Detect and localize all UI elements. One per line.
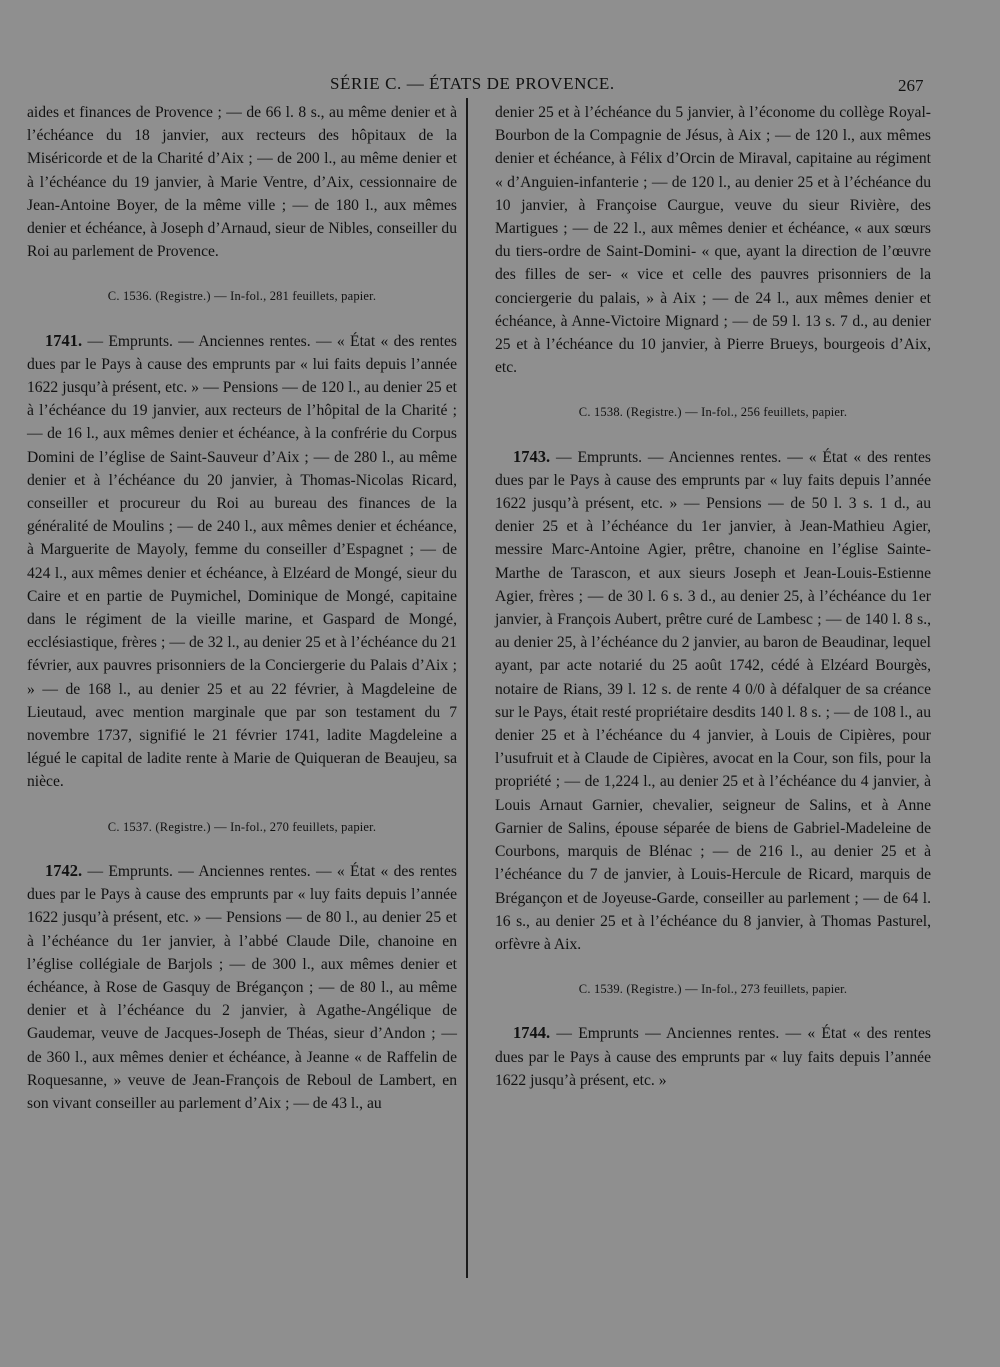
entry-year: 1742.: [45, 860, 83, 880]
entry-1742: [27, 859, 457, 1115]
entry-1741: [27, 329, 457, 794]
entry-year: 1743.: [513, 446, 551, 466]
continued-paragraph: aides et finances de Provence ; — de 66 l. 8 s., au même denier et à l’échéance du 18 janvier, aux recteurs des hôpitaux de la Miséricorde et de la Charité d’Aix ; — de 200 l., au même denier et à l’échéance du 19 janvier, à Marie Ventre, d’Aix, cessionnaire de Jean-Antoine Boyer, de la même ville ; — de 180 l., aux mêmes denier et échéance, à Joseph d’Arnaud, sieur de Nibles, conseiller du Roi au parlement de Provence.: [27, 104, 457, 261]
archive-reference: C. 1539. (Registre.) — In-fol., 273 feuillets, papier.: [578, 982, 848, 997]
archive-reference: C. 1538. (Registre.) — In-fol., 256 feuillets, papier.: [578, 405, 848, 420]
series-title: SÉRIE C. — ÉTATS DE PROVENCE.: [330, 74, 615, 93]
entry-year: 1741.: [45, 330, 83, 350]
column-divider: [466, 98, 468, 1278]
entry-text: — Emprunts — Anciennes rentes. — « État « des rentes dues par le Pays à cause des emprunts par « luy faits depuis l’année 1622 jusqu’à présent, etc. »: [495, 1025, 932, 1089]
entry-1744: [495, 1021, 931, 1092]
entry-text: — Emprunts. — Anciennes rentes. — « État « des rentes dues par le Pays à cause des emprunts par « lui faits depuis l’année 1622 jusqu’à présent, etc. » — Pensions — de 120 l., au denier 25 et à l’échéance du 19 janvier, aux recteurs de l’hôpital de la Charité ; — de 16 l., aux mêmes denier et échéance, à la confrérie du Corpus Domini de l’église de Saint-Sauveur d’Aix ; — de 280 l., au même denier et à l’échéance du 20 janvier, à Thomas-Nicolas Ricard, conseiller et procureur du Roi au bureau des finances de la généralité de Moulins ; — de 240 l., aux mêmes denier et échéance, à Marguerite de Mayoly, femme du conseiller d’Espagnet ; — de 424 l., aux mêmes denier et échéance, à Elzéard de Mongé, sieur du Caire et en partie de Puymichel, Dominique de Mongé, capitaine dans le régiment de la vieille marine, et Gaspard de Mongé, ecclésiastique, frères ; — de 32 l., au denier 25 et à l’échéance du 21 février, aux pauvres prisonniers de la Conciergerie du Palais d’Aix ; » — de 168 l., au denier 25 et au 22 février, à Magdeleine de Lieutaud, avec mention marginale que par son testament du 7 novembre 1737, signifié le 21 février 1741, ladite Magdeleine a légué le capital de ladite rente à Marie de Quiqueran de Beaujeu, sa nièce.: [27, 332, 457, 791]
continued-paragraph: denier 25 et à l’échéance du 5 janvier, à l’économe du collège Royal-Bourbon de la Compagnie de Jésus, à Aix ; — de 120 l., aux mêmes denier et échéance, à Félix d’Orcin de Miraval, capitaine au régiment « d’Anguien-infanterie ; — de 120 l., au denier 25 et à l’échéance du 10 janvier, à Françoise Caurgue, veuve du sieur Rivière, des Martigues ; — de 22 l., aux mêmes denier et échéance, « aux sœurs du tiers-ordre de Saint-Domini- « que, ayant la direction de l’œuvre des filles de ser- « vice et celle des pauvres prisonniers de la conciergerie du palais, » à Aix ; — de 24 l., aux mêmes denier et échéance, à Anne-Victoire Mignard ; — de 59 l. 13 s. 7 d., au denier 25 et à l’échéance du 10 janvier, à Pierre Brueys, bourgeois d’Aix, etc.: [495, 104, 931, 377]
page-number: 267: [898, 76, 924, 95]
entry-year: 1744.: [513, 1023, 551, 1043]
right-column: [495, 101, 931, 1092]
archive-reference: C. 1536. (Registre.) — In-fol., 281 feuillets, papier.: [107, 289, 377, 304]
archive-reference: C. 1537. (Registre.) — In-fol., 270 feuillets, papier.: [107, 819, 377, 834]
entry-text: — Emprunts. — Anciennes rentes. — « État « des rentes dues par le Pays à cause des emprunts par « luy faits depuis l’année 1622 jusqu’à présent, etc. » — Pensions — de 80 l., au denier 25 et à l’échéance du 1er janvier, à l’abbé Claude Dile, chanoine en l’église collégiale de Barjols ; — de 300 l., aux mêmes denier et échéance, à Rose de Gasquy de Brégançon ; — de 80 l., au même denier et à l’échéance du 2 janvier, à Agathe-Angélique de Gaudemar, veuve de Jacques-Joseph de Théas, sieur d’Andon ; — de 360 l., aux mêmes denier et échéance, à Jeanne « de Raffelin de Roquesanne, » veuve de Jean-François de Reboul de Lambert, en son vivant conseiller au parlement d’Aix ; — de 43 l., au: [27, 862, 457, 1112]
entry-1743: [495, 445, 931, 956]
page-header: [0, 74, 1000, 98]
entry-text: — Emprunts. — Anciennes rentes. — « État « des rentes dues par le Pays à cause des emprunts par « luy faits depuis l’année 1622 jusqu’à présent, etc. » — Pensions — de 50 l. 3 s. 1 d., au denier 25 et à l’échéance du 1er janvier, à Jean-Mathieu Agier, messire Marc-Antoine Agier, prêtre, chanoine en l’église Sainte-Marthe de Tarascon, et aux sieurs Joseph et Jean-Louis-Estienne Agier, frères ; — de 30 l. 6 s. 3 d., au denier 25, à l’échéance du 1er janvier, à François Aubert, prêtre curé de Lambesc ; — de 140 l. 8 s., au denier 25, à l’échéance du 2 janvier, au baron de Beaudinar, lequel ayant, par acte notarié du 25 août 1742, cédé à Elzéard Bourgès, notaire de Rians, 39 l. 12 s. de rente 4 0/0 à défalquer de sa créance sur le Pays, était resté propriétaire desdits 140 l. 8 s. ; — de 108 l., au denier 25 et à l’échéance du 4 janvier, à Louis de Cipières, pour l’usufruit et à Claude de Cipières, avocat en la Cour, son fils, pour la propriété ; — de 1,224 l., au denier 25 et à l’échéance du 4 janvier, à Louis Arnaut Garnier, chevalier, seigneur de Salins, et à Anne Garnier de Salins, épouse séparée de biens de Gabriel-Madeleine de Courbons, marquis de Blénac ; — de 216 l., au denier 25 et à l’échéance du 7 de janvier, à Louis-Hercule de Ricard, marquis de Brégançon et de Joyeuse-Garde, conseiller au parlement ; — de 64 l. 16 s., au denier 25 et à l’échéance du 8 janvier, à Thomas Pasturel, orfèvre à Aix.: [495, 448, 931, 953]
left-column: [27, 101, 457, 1115]
